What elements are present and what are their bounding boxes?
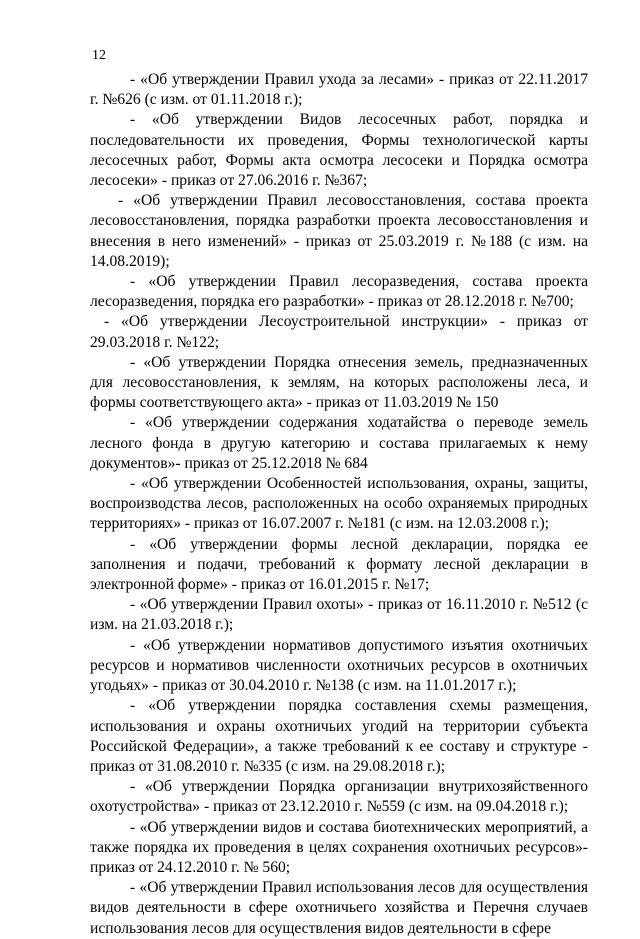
list-item: - «Об утверждении содержания ходатайства о переводе земель лесного фонда в другую категорию и состава прилагаемых к нему документов»- приказ от 25.12.2018 № 684 [90,414,588,472]
list-item: - «Об утверждении Особенностей использования, охраны, защиты, воспроизводства лесов, расположенных на особо охраняемых природных территориях» - приказ от 16.07.2007 г. №181 (с изм. на 12.03.2008 г.); [90,475,588,533]
document-body [90,70,588,939]
list-item: - «Об утверждении Порядка отнесения земель, предназначенных для лесовосстановления, к землям, на которых расположены леса, и формы соответствующего акта» - приказ от 11.03.2019 № 150 [90,353,588,412]
list-item: - «Об утверждении Правил использования лесов для осуществления видов деятельности в сфере охотничьего хозяйства и Перечня случаев использования лесов для осуществления видов деятельности в сфере [90,879,588,937]
list-item: - «Об утверждении нормативов допустимого изъятия охотничьих ресурсов и нормативов численности охотничьих ресурсов в охотничьих угодьях» - приказ от 30.04.2010 г. №138 (с изм. на 11.01.2017 г.); [90,636,588,695]
list-item: - «Об утверждении порядка составления схемы размещения, использования и охраны охотничьих угодий на территории субъекта Российской Федерации», а также требований к ее составу и структуре - приказ от 31.08.2010 г. №335 (с изм. на 29.08.2018 г.); [90,697,588,775]
list-item: - «Об утверждении Порядка организации внутрихозяйственного охотустройства» - приказ от 23.12.2010 г. №559 (с изм. на 09.04.2018 г.); [90,778,588,816]
list-item: - «Об утверждении видов и состава биотехнических мероприятий, а также порядка их проведения в целях сохранения охотничьих ресурсов»- приказ от 24.12.2010 г. № 560; [90,818,588,876]
list-item: - «Об утверждении Правил охоты» - приказ от 16.11.2010 г. №512 (с изм. на 21.03.2018 г.); [90,596,588,634]
list-item: - «Об утверждении Правил лесоразведения, состава проекта лесоразведения, порядка его разработки» - приказ от 28.12.2018 г. №700; [90,273,588,311]
page-number: 12 [92,48,106,63]
list-item: - «Об утверждении Правил ухода за лесами» - приказ от 22.11.2017 г. №626 (с изм. от 01.11.2018 г.); [90,71,588,109]
list-item: - «Об утверждении Лесоустроительной инструкции» - приказ от 29.03.2018 г. №122; [90,313,588,351]
list-item: - «Об утверждении Видов лесосечных работ, порядка и последовательности их проведения, Формы технологической карты лесосечных работ, Формы акта осмотра лесосеки и Порядка осмотра лесосеки» - приказ от 27.06.2016 г. №367; [90,111,588,190]
list-item: - «Об утверждении формы лесной декларации, порядка ее заполнения и подачи, требований к формату лесной декларации в электронной форме» - приказ от 16.01.2015 г. №17; [90,535,588,594]
list-item: - «Об утверждении Правил лесовосстановления, состава проекта лесовосстановления, порядка разработки проекта лесовосстановления и внесения в него изменений» - приказ от 25.03.2019 г. №188 (с изм. на 14.08.2019); [90,192,588,270]
